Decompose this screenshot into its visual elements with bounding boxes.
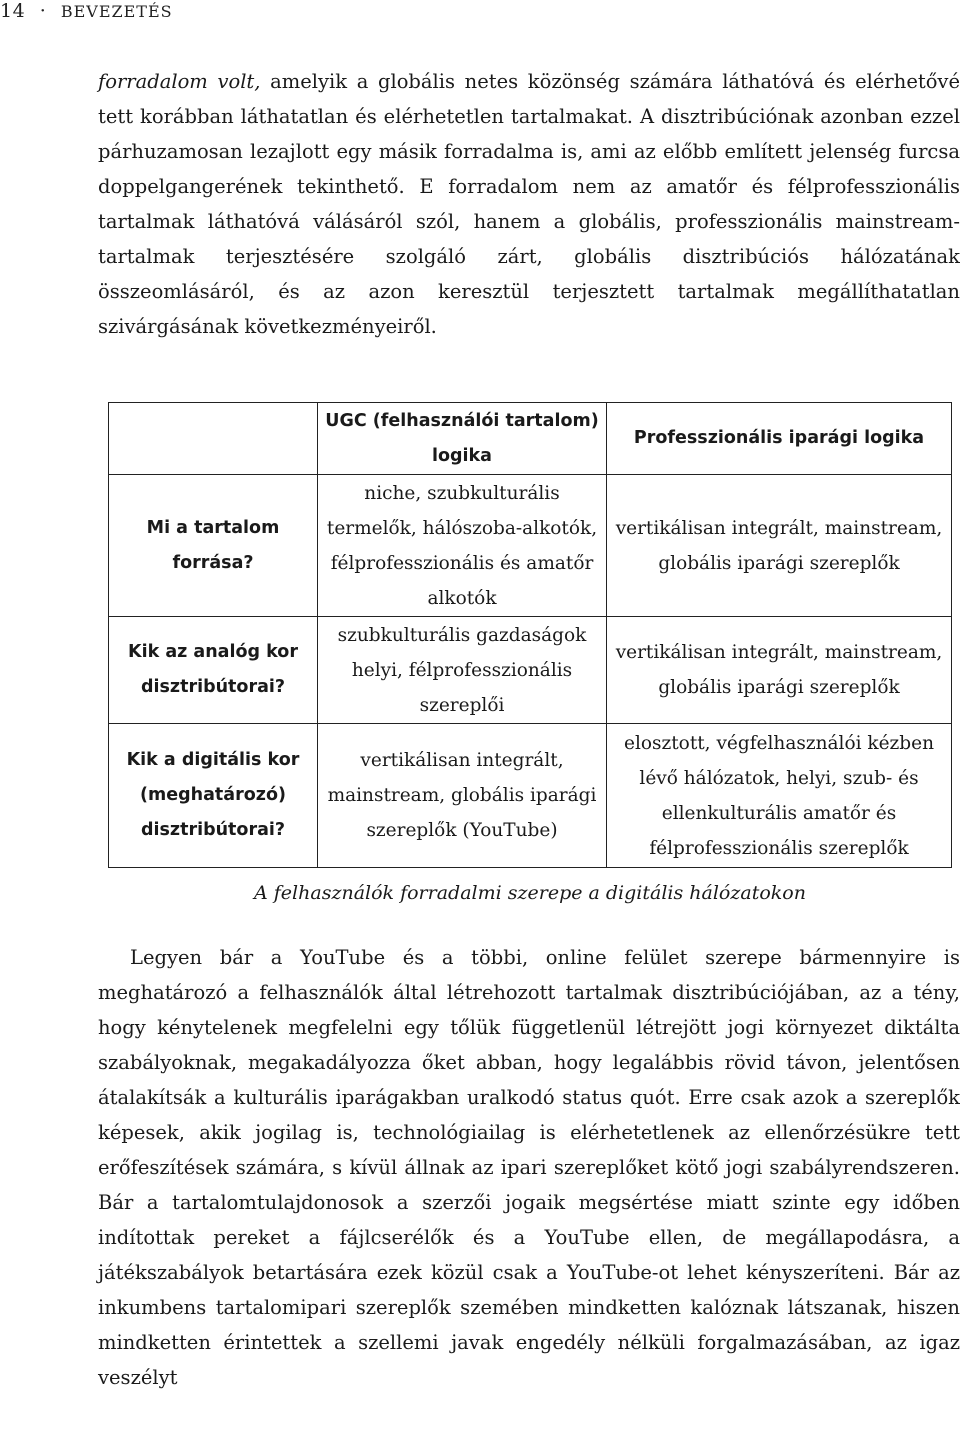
table-header-empty	[109, 403, 318, 475]
table-caption: A felhasználók forradalmi szerepe a digitális hálózatokon	[254, 882, 806, 904]
cell-ugc: vertikálisan integrált, mainstream, globális iparági szereplők (YouTube)	[318, 724, 607, 868]
cell-pro: elosztott, végfelhasználói kézben lévő hálózatok, helyi, szub- és ellenkulturális amatőr és félprofesszionális szereplők	[607, 724, 952, 868]
cell-ugc: niche, szubkulturális termelők, hálószoba-alkotók, félprofesszionális és amatőr alkotók	[318, 475, 607, 617]
paragraph-1-text: amelyik a globális netes közönség számára láthatóvá és elérhetővé tett korábban láthatatlan és elérhetetlen tartalmakat. A disztribúciónak azonban ezzel párhuzamosan lezajlott egy másik forradalma is, ami az előbb említett jelenség furcsa doppelgangerének tekinthető. E forradalom nem az amatőr és félprofesszionális tartalmak láthatóvá válásáról szól, hanem a globális, professzionális mainstream-tartalmak terjesztésére szolgáló zárt, globális disztribúciós hálózatának összeomlásáról, és az azon keresztül terjesztett tartalmak megállíthatatlan szivárgásának következményeiről.	[98, 70, 960, 338]
row-label: Mi a tartalom forrása?	[109, 475, 318, 617]
section-title: BEVEZETÉS	[60, 2, 173, 21]
table-row	[109, 724, 952, 868]
row-label: Kik a digitális kor (meghatározó) disztribútorai?	[109, 724, 318, 868]
paragraph-1	[98, 64, 960, 344]
cell-pro: vertikálisan integrált, mainstream, globális iparági szereplők	[607, 475, 952, 617]
italic-lead: forradalom volt,	[98, 70, 261, 93]
header-separator: ·	[39, 0, 47, 22]
table-row	[109, 617, 952, 724]
cell-pro: vertikálisan integrált, mainstream, globális iparági szereplők	[607, 617, 952, 724]
running-header	[0, 0, 173, 26]
cell-ugc: szubkulturális gazdaságok helyi, félprofesszionális szereplői	[318, 617, 607, 724]
table-header-row	[109, 403, 952, 475]
table-row	[109, 475, 952, 617]
page-number: 14	[0, 0, 26, 22]
comparison-table	[108, 402, 952, 868]
table-header-pro: Professzionális iparági logika	[607, 403, 952, 475]
row-label: Kik az analóg kor disztribútorai?	[109, 617, 318, 724]
table-header-ugc: UGC (felhasználói tartalom) logika	[318, 403, 607, 475]
paragraph-2: Legyen bár a YouTube és a többi, online felület szerepe bármennyire is meghatározó a felhasználók által létrehozott tartalmak disztribúciójában, az a tény, hogy kénytelenek megfelelni egy tőlük függetlenül létrejött jogi környezet diktálta szabályoknak, megakadályozza őket abban, hogy legalábbis rövid távon, jelentősen átalakítsák a kulturális iparágakban uralkodó status quót. Erre csak azok a szereplők képesek, akik jogilag is, technológiailag is elérhetetlenek az ellenőrzésükre tett erőfeszítések számára, s kívül állnak az ipari szereplőket kötő jogi szabályrendszeren. Bár a tartalomtulajdonosok a szerzői jogaik megsértése miatt szinte egy időben indítottak pereket a fájlcserélők és a YouTube ellen, de megállapodásra, a játékszabályok betartására ezek közül csak a YouTube-ot lehet kényszeríteni. Bár az inkumbens tartalomipari szereplők szemében mindketten kalóznak látszanak, hiszen mindketten érintettek a szellemi javak engedély nélküli forgalmazásában, az igaz veszélyt	[98, 946, 960, 1389]
